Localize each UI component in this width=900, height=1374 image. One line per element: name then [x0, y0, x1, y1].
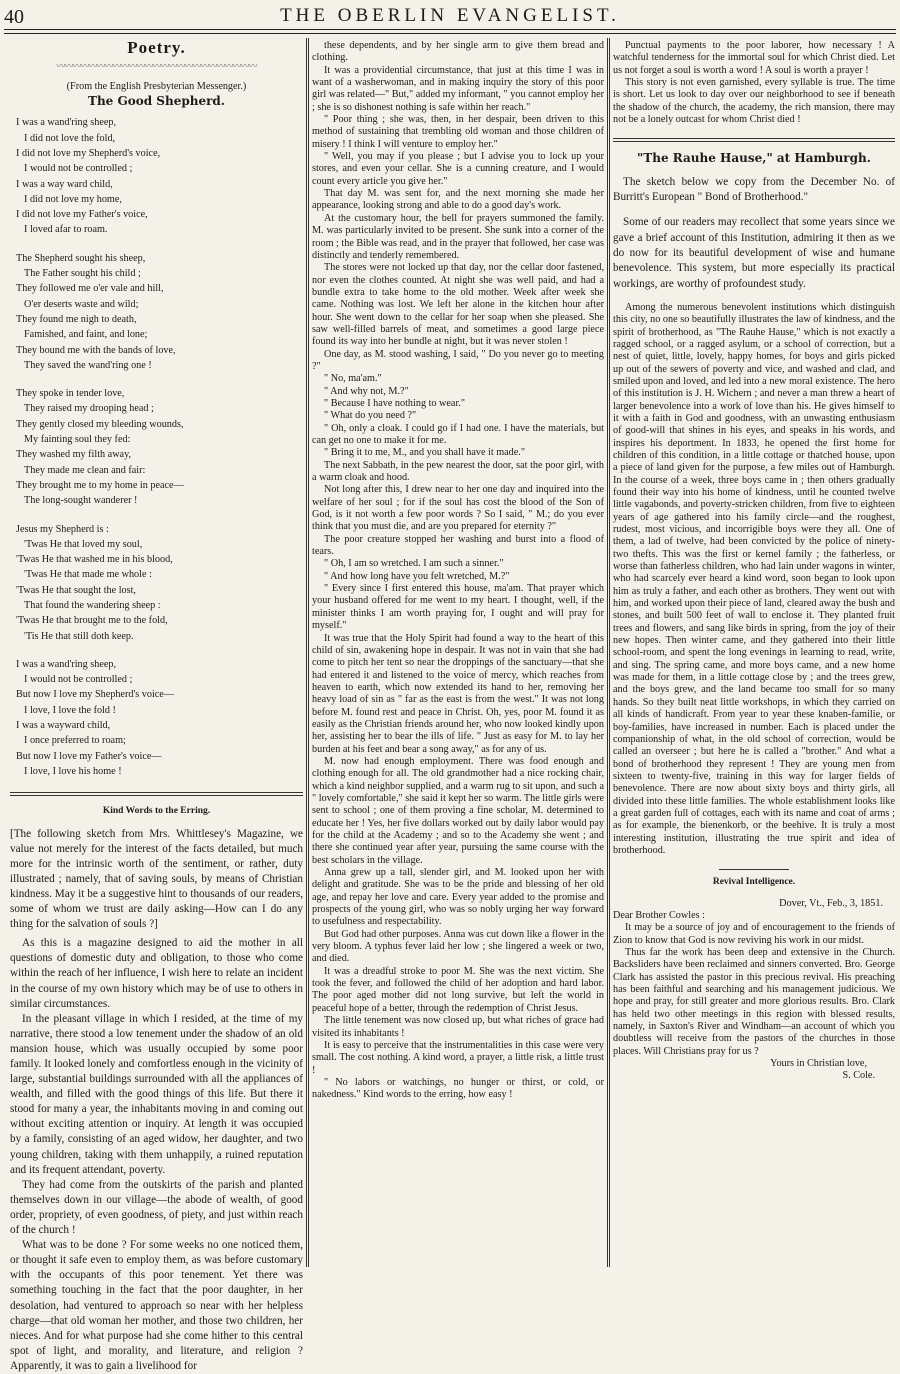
section-rule [10, 792, 303, 796]
paragraph: " What do you need ?" [324, 410, 417, 422]
paragraph: " No, ma'am." [324, 373, 382, 385]
salutation: Dear Brother Cowles : [613, 909, 705, 921]
poem-line: They made me clean and fair: [24, 464, 146, 476]
masthead: THE OBERLIN EVANGELIST. [280, 5, 620, 26]
paragraph: The little tenement was now closed up, but what riches of grace had visited its inhabitants ! [312, 1015, 604, 1039]
paragraph: " Oh, only a cloak. I could go if I had one. I have the materials, but can get no one to make it for me. [312, 422, 604, 446]
paragraph: The poor creature stopped her washing and burst into a flood of tears. [312, 533, 604, 558]
paragraph: This story is not even garnished, every syllable is true. The time is short. Let us look to day over our neighborhood to see if beneath the shadow of the church, the academy, the rich mansion, there may not be a lonely outcast for whom Christ died ! [613, 77, 895, 126]
revival-heading: Revival Intelligence. [712, 877, 796, 888]
poem-line: 'Twas He that loved my soul, [24, 538, 143, 550]
poem-line: But now I love my Father's voice— [16, 750, 162, 762]
paragraph: It was true that the Holy Spirit had found a way to the heart of this child of sin, awakening hope in despair. It was not in vain that she had come to pitch her tent so near the droppings of the sanctuary—that she had entered it and listened to the voice of mercy, which reaches from heaven to earth, which now extended its hand to her, removing her heavy load of sin as " far as the east is from the west." It was not long before M. found rest and peace in Christ. Oh, yes, poor M. found it as easily as the Christian friends around her, who now looked kindly upon her, assisting her to bear the ills of life. " Just as easy for M. to lay her burden at his feet and bear a song away," as for any of us. [312, 632, 604, 755]
poem-stanza [10, 115, 303, 237]
poetry-heading: Poetry. [127, 38, 186, 57]
paragraph: The next Sabbath, in the pew nearest the door, sat the poor girl, with a warm cloak and hood. [312, 459, 604, 484]
kind-words-intro: [The following sketch from Mrs. Whittlesey's Magazine, we value not merely for the interest of the facts detailed, but much more for the intrinsic worth of the sentiment, or rather, duty illustrated ; namely, that of saving souls, by means of Christian kindness. May it be a suggestive hint to thousands of our readers, some of whom we trust are daily asking—How can I do any thing for the salvation of souls ?] [10, 827, 303, 931]
paragraph: It may be a source of joy and of encouragement to the friends of Zion to know that God is now reviving his work in our midst. [613, 922, 895, 946]
paragraph: " Well, you may if you please ; but I advise you to lock up your stores, and even your cellar. She is a cunning creature, and I would count every article you give her." [312, 151, 604, 187]
paragraph: It was a providential circumstance, that just at this time I was in want of a washerwoman, and in making inquiry the story of this poor girl was related—" But," added my informant, " you cannot employ her ; she is so dishonest nothing is safe within her reach." [312, 64, 604, 113]
paragraph: these dependents, and by her single arm to give them bread and clothing. [312, 40, 604, 64]
ornamental-rule: 〰〰〰〰〰〰〰〰〰〰〰〰〰〰〰〰〰〰〰〰〰〰〰〰〰 [56, 61, 257, 72]
poem-line: That found the wandering sheep : [24, 599, 161, 611]
paragraph: " Poor thing ; she was, then, in her despair, been driven to this method of sustaining that trembling old woman and those children of misery ! I think I will venture to employ her." [312, 114, 604, 150]
poem-line: O'er deserts waste and wild; [24, 298, 139, 310]
poem-line: I did not love my Father's voice, [16, 209, 148, 221]
rauhe-hause-intro [613, 175, 895, 292]
dateline: Dover, Vt., Feb., 3, 1851. [779, 897, 883, 909]
poem-line: 'Tis He that still doth keep. [24, 630, 134, 642]
poem-line: Famished, and faint, and lone; [24, 329, 148, 341]
poem-line: They raised my drooping head ; [24, 403, 154, 415]
paragraph: Thus far the work has been deep and extensive in the Church. Backsliders have been reclaimed and sinners converted. Bro. George Clark has assisted the pastor in this precious revival. His preaching has been faithful and searching and his management judicious. We hope and pray, for still greater and more glorious results. Bro. Clark has held two other meetings in this region with blessed results, namely, in Saxton's River and Windham—an account of which you doubtless will receive from the pastors of the churches in those places. Will Christians pray for us ? [613, 947, 895, 1057]
header-rule [4, 29, 896, 30]
poem-stanza [10, 386, 303, 508]
poem-line: 'Twas He that sought the lost, [16, 584, 136, 596]
poem-line: They washed my filth away, [16, 449, 132, 461]
paragraph: The sketch below we copy from the December No. of Burritt's European " Bond of Brotherhood." [613, 175, 895, 204]
poem-line: I was a wayward child, [16, 720, 111, 732]
poem-line: Jesus my Shepherd is : [16, 523, 109, 535]
closing: Yours in Christian love, [770, 1058, 867, 1070]
paragraph: " And why not, M.?" [324, 385, 409, 397]
poem-line: I was a wand'ring sheep, [16, 117, 116, 129]
column-2 [312, 40, 604, 1265]
poem-stanza [10, 522, 303, 644]
poem-line: 'Twas He that made me whole : [24, 569, 152, 581]
poem-line: I would not be controlled ; [24, 163, 133, 175]
paragraph: They had come from the outskirts of the parish and planted themselves down in our village—the abode of wealth, of good order, propriety, of even goodness, of piety, and just within reach of the church ! [10, 1178, 303, 1237]
paragraph: Some of our readers may recollect that some years since we gave a brief account of this Institution, admiring it then as we do now for its beautiful development of wise and humane benevolence. This system, but more especially its practical workings, are worthy of profoundest study. [613, 216, 895, 290]
revival-body [613, 922, 895, 1058]
poem-line: I did not love my home, [24, 193, 122, 205]
page-header [0, 0, 900, 30]
paragraph: It was a dreadful stroke to poor M. She was the next victim. She took the fever, and followed the child of her adoption and hard labor. The poor aged mother did not long survive, but left the world in peaceful hope of a better, through the redemption of Christ Jesus. [312, 965, 604, 1014]
paragraph: M. now had enough employment. There was food enough and clothing enough for all. The old grandmother had a nice rocking chair, which a kind neighbor supplied, and a warm rug to sit upon, and such a " lovely comfortable," she said it kept her so warm. The little girls were sent to school ; one of them proving a fine scholar, M. determined to educate her ! Yes, her five dollars worked out by daily labor would pay for the child at the Academy ; and so to the Academy she went ; and there she continued year after year, pursuing the same course with the best scholars in the village. [312, 755, 604, 866]
page-number: 40 [4, 6, 24, 28]
poem-line: I did not love the fold, [24, 132, 116, 144]
poem-line: They brought me to my home in peace— [16, 479, 184, 491]
column-divider [306, 38, 309, 1267]
poem-line: I love, I love his home ! [24, 765, 122, 777]
paragraph: " Oh, I am so wretched. I am such a sinner." [324, 558, 504, 570]
kind-words-body [10, 936, 303, 1374]
paragraph: " No labors or watchings, no hunger or thirst, or cold, or nakedness." Kind words to the erring, how easy ! [312, 1076, 604, 1101]
paragraph: " Because I have nothing to wear." [324, 397, 465, 409]
poem-line: They saved the wand'ring one ! [24, 359, 152, 371]
poem-source: (From the English Presbyterian Messenger.) [66, 80, 247, 92]
rauhe-hause-body [613, 302, 895, 857]
paragraph: Anna grew up a tall, slender girl, and M. looked upon her with delight and gratitude. She was to be the pride and blessing of her old age, and repay her love and care. Every year added to the promise and prospects of the young girl, who was so nobly urging her way forward to usefulness and respectability. [312, 867, 604, 928]
section-rule [613, 138, 895, 142]
paragraph: But God had other purposes. Anna was cut down like a flower in the very bloom. A typhus fever laid her low ; she lingered a week or two, and died. [312, 928, 604, 965]
column-1 [10, 38, 303, 1372]
poem-line: My fainting soul they fed: [24, 434, 131, 446]
header-rule-2 [4, 33, 896, 34]
paragraph: What was to be done ? For some weeks no one noticed them, or thought it safe even to employ them, as was before customary with the occupants of this poor tenement. Yet there was something touching in the fact that the poor daughter, in her desolation, had ventured to approach so near with her helpless charge—that old woman her mother, and those two children, her nieces. And for what purpose had she come hither to this central spot of light, and morality, and literature, and religion ? Apparently, it was to gain a livelihood for [10, 1239, 303, 1372]
short-rule [719, 869, 789, 870]
paragraph: At the customary hour, the bell for prayers summoned the family. M. was particularly invited to be present. She sunk into a corner of the room ; the Bible was read, and in the prayer that followed, her case was distinctly and tenderly remembered. [312, 212, 604, 261]
paragraph: It is easy to perceive that the instrumentalities in this case were very small. The cost nothing. A kind word, a prayer, a little risk, a little trust ! [312, 1039, 604, 1076]
paragraph: " Every since I first entered this house, ma'am. That prayer which your husband offered for me went to my heart. I thought, well, if the minister thinks I am worth praying for, I ought and will pray for myself." [312, 583, 604, 632]
poem-line: I loved afar to roam. [24, 224, 108, 236]
poem-title: The Good Shepherd. [88, 94, 225, 109]
kind-words-heading: Kind Words to the Erring. [102, 806, 211, 817]
poem-line: They spoke in tender love, [16, 388, 125, 400]
poem-stanza [10, 657, 303, 779]
poem-line: They gently closed my bleeding wounds, [16, 418, 184, 430]
paragraph: In the pleasant village in which I resided, at the time of my narrative, there stood a low tenement under the shadow of an old mansion house, which was usually occupied by some poor family. It looked lonely and comfortless enough in the vicinity of large, substantial buildings surrounded with all the appliances of wealth, and filled with the good things of this life. But there it stood for many a year, the inhabitants moving in and coming out without exciting attention or inquiry. At length it was occupied by a family, consisting of an aged widow, her daughter, and two young children, taking with them unhappily, a ruined reputation and its frequent attendant, poverty. [10, 1012, 303, 1176]
poem-line: I was a way ward child, [16, 178, 113, 190]
poem-line: But now I love my Shepherd's voice— [16, 689, 175, 701]
paragraph: " Bring it to me, M., and you shall have it made." [324, 447, 525, 459]
poem-line: The Shepherd sought his sheep, [16, 252, 146, 264]
paragraph: Not long after this, I drew near to her one day and inquired into the welfare of her soul ; for if the soul has cost the blood of the Son of God, is it not worth a few poor words ? So I said, " M.; do you ever think that you must die, and are you prepared for eternity ?" [312, 484, 604, 533]
poem-line: I did not love my Shepherd's voice, [16, 147, 161, 159]
poem-line: They found me nigh to death, [16, 313, 137, 325]
column-3 [613, 40, 895, 1265]
signature: S. Cole. [842, 1070, 875, 1082]
poem-line: I would not be controlled ; [24, 674, 133, 686]
kind-words-conclusion [613, 40, 895, 126]
paragraph: Punctual payments to the poor laborer, how necessary ! A watchful tenderness for the immortal soul for which Christ died. Let us not forget a soul is worth a word ! A soul is worth a prayer ! [613, 40, 895, 76]
poem-line: I love, I love the fold ! [24, 704, 116, 716]
poem-line: They followed me o'er vale and hill, [16, 283, 164, 295]
poem-line: I was a wand'ring sheep, [16, 658, 116, 670]
poem-line: I once preferred to roam; [24, 735, 126, 747]
paragraph: One day, as M. stood washing, I said, " Do you never go to meeting ?" [312, 348, 604, 372]
poem-stanza [10, 251, 303, 373]
poem-line: The long-sought wanderer ! [24, 495, 138, 507]
paragraph: The stores were not locked up that day, nor the cellar door fastened, nor even the clothes counted. At night she was well paid, and had a bundle extra to take home to the old mother. Week after week she came. Nothing was lost. We left her alone in the kitchen hour after hour. She went down to the cellar for her soap when she pleased. She saw well-filled barrels of meat, and sometimes a good large piece found its way into her bundle at night, but it was never stolen ! [312, 262, 604, 348]
rauhe-hause-title: "The Rauhe Hause," at Hamburgh. [637, 151, 871, 166]
paragraph: That day M. was sent for, and the next morning she made her appearance, looking strong and able to do a good day's work. [312, 188, 604, 212]
poem-line: 'Twas He that brought me to the fold, [16, 615, 168, 627]
paragraph: As this is a magazine designed to aid the mother in all questions of domestic duty and obligation, to those who come within the reach of her influence, I wish here to relate an incident in the course of my own history which may be of use to others in similar circumstances. [10, 937, 303, 1010]
poem-line: 'Twas He that washed me in his blood, [16, 554, 173, 566]
paragraph: " And how long have you felt wretched, M.?" [324, 570, 510, 582]
poem [10, 115, 303, 779]
paragraph: Among the numerous benevolent institutions which distinguish this city, no one so beautifully illustrates the law of kindness, and the spirit of brotherhood, as "The Rauhe Hause," which is not exactly a ragged school, or a ragged asylum, or a school of correction, but a nest of quiet, little, lovely, happy homes, for boys and girls picked up out of the sewers of poverty and vice, and washed and clad, and smiled upon and loved, and led into a new moral existence. The hero of this institution is J. H. Wichern ; and never a man threw a heart of larger benevolence into a work of love than his. He gives himself to it with a faith in God and goodness, with an unwasting enthusiasm of good-will that shines in his eyes, and speaks in his words, and inspires his deportment. In 1833, he opened the first home for children of this condition, in a little cottage or thatched house, upon a piece of land given for the purpose, a few miles out of Hamburgh. In the course of a week, three boys came in ; then others gradually found their way into his home of kindness, until he counted twelve little vagabonds, and poverty-stricken children, from five to eighteen years of age gathered into his family circle—and the roughest, rudest, most vicious, and incorrigible boys were they all. One of them, a lad of twelve, had been convicted by the police of ninety-two thefts. This was the first or kernel family ; the fatherless, or worse than fatherless children, who had lain under wagons in winter, who had scarcely ever heard a kind word, soon began to look upon him as truly a father, and each other as brothers. They went out with him, and worked upon their piece of land, cleared away the bush and stones, and built 500 feet of wall to enclose it. They planted fruit trees and flowers, and sang like birds in spring, from the joy of their new hopes. Then winter came, and they gathered into their little school-room, and spent the long evenings in learning to read, write, and sing. The spring came, and more boys came, and a new home was made for them, in a little cottage close by ; and the trees grew, and the boys grew, and the land became too small for so many hands. So they built neat little workshops, in which they carried on all kinds of handicraft. From year to year these knaben-familie, or boy-families, have increased in number. Each is placed under the companionship of what, in the old school of correction, would be called an overseer ; but here he is called a "brother." And what a bond of brotherhood they represent ! They are young men from sixteen to twenty-five, training in this way for larger fields of benevolence. There are now about sixty boys and thirty girls, all divided into these little families. The whole establishment looks like a great garden full of cottages, each with its name and coat of arms ; as for example, the bienenkorb, or the beehive. It is truly a most interesting institution, illustrating the true spirit and idea of brotherhood. [613, 301, 895, 856]
poem-line: They bound me with the bands of love, [16, 344, 176, 356]
kind-words-continued [312, 40, 604, 1102]
poem-line: The Father sought his child ; [24, 268, 141, 280]
column-divider [607, 38, 610, 1267]
